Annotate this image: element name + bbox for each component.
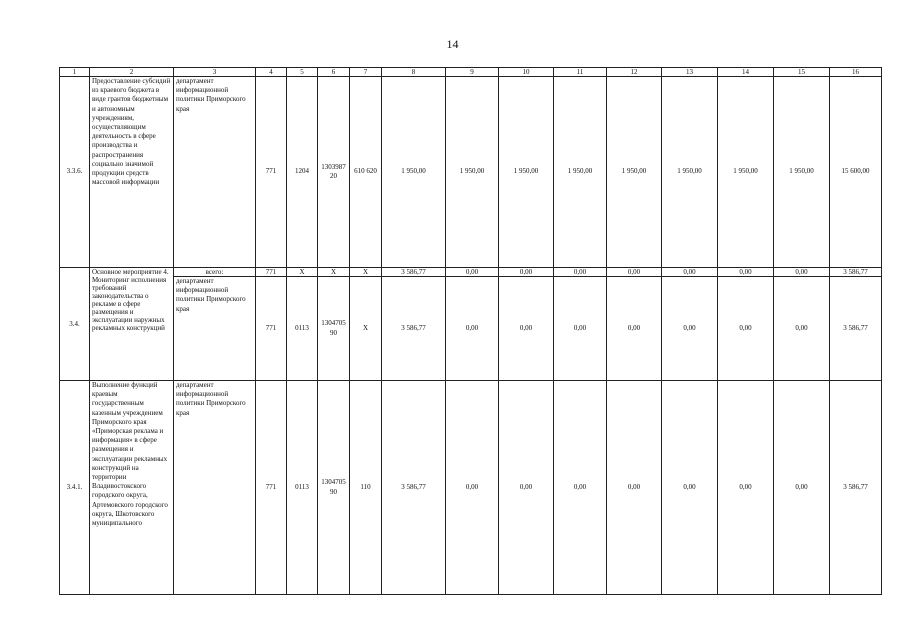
- header-cell: 8: [382, 68, 446, 77]
- amount-cell: 0,00: [774, 381, 830, 595]
- amount-cell: 1 950,00: [446, 77, 499, 268]
- header-cell: 7: [350, 68, 382, 77]
- row-id: 3.4.: [60, 268, 90, 381]
- header-cell: 12: [607, 68, 662, 77]
- executor: департамент информационной политики Приморского края: [174, 277, 256, 381]
- amount-cell: 1 950,00: [607, 77, 662, 268]
- header-cell: 13: [662, 68, 718, 77]
- header-cell: 4: [256, 68, 287, 77]
- code-expense-type: 110: [350, 381, 382, 595]
- amount-cell: 0,00: [718, 381, 774, 595]
- page-number: 14: [446, 37, 459, 51]
- activity-name: Выполнение функций краевым государственным казенным учреждением Приморского края «Приморская реклама и информация» в сфере размещения и эксплуатации рекламных конструкций на территории Владивостокского городского округа, Артемовского городского округа, Шкотовского муниципального: [90, 381, 174, 595]
- header-cell: 6: [318, 68, 350, 77]
- amount-cell: 0,00: [499, 268, 554, 277]
- amount-cell: 0,00: [607, 268, 662, 277]
- amount-total-cell: 3 586,77: [830, 268, 882, 277]
- amount-cell: 1 950,00: [662, 77, 718, 268]
- amount-cell: 0,00: [662, 277, 718, 381]
- header-cell: 15: [774, 68, 830, 77]
- table-row: [60, 277, 882, 381]
- total-label: всего:: [174, 268, 256, 277]
- amount-cell: 0,00: [607, 381, 662, 595]
- amount-cell: 1 950,00: [718, 77, 774, 268]
- code-section: X: [287, 268, 318, 277]
- code-expense-type: X: [350, 268, 382, 277]
- amount-total-cell: 3 586,77: [830, 381, 882, 595]
- code-section: 0113: [287, 381, 318, 595]
- amount-cell: 0,00: [446, 277, 499, 381]
- table-row-total: [60, 268, 882, 277]
- amount-total-cell: 3 586,77: [830, 277, 882, 381]
- code-grbs: 771: [256, 77, 287, 268]
- code-target: 1304705 90: [318, 277, 350, 381]
- row-id: 3.4.1.: [60, 381, 90, 595]
- code-expense-type: 610 620: [350, 77, 382, 268]
- header-cell: 5: [287, 68, 318, 77]
- amount-cell: 0,00: [499, 277, 554, 381]
- header-cell: 14: [718, 68, 774, 77]
- amount-cell: 0,00: [662, 381, 718, 595]
- amount-cell: 1 950,00: [554, 77, 607, 268]
- amount-cell: 3 586,77: [382, 381, 446, 595]
- amount-cell: 1 950,00: [774, 77, 830, 268]
- code-section: 1204: [287, 77, 318, 268]
- amount-cell: 0,00: [774, 277, 830, 381]
- row-id: 3.3.6.: [60, 77, 90, 268]
- table-row: [60, 77, 882, 268]
- amount-cell: 3 586,77: [382, 277, 446, 381]
- header-cell: 10: [499, 68, 554, 77]
- amount-cell: 0,00: [662, 268, 718, 277]
- amount-cell: 0,00: [499, 381, 554, 595]
- header-cell: 9: [446, 68, 499, 77]
- amount-cell: 1 950,00: [382, 77, 446, 268]
- code-target: 1304705 90: [318, 381, 350, 595]
- code-expense-type: X: [350, 277, 382, 381]
- amount-cell: 0,00: [607, 277, 662, 381]
- code-section: 0113: [287, 277, 318, 381]
- budget-table: [59, 67, 882, 595]
- header-cell: 11: [554, 68, 607, 77]
- header-cell: 3: [174, 68, 256, 77]
- code-target: 1303987 20: [318, 77, 350, 268]
- amount-cell: 0,00: [554, 277, 607, 381]
- table-row: [60, 381, 882, 595]
- header-cell: 1: [60, 68, 90, 77]
- code-target: X: [318, 268, 350, 277]
- activity-name: Предоставление субсидий из краевого бюджета в виде грантов бюджетным и автономным учреждениям, осуществляющим деятельность в сфере производства и распространения социально значимой продукции средств массовой информации: [90, 77, 174, 268]
- header-cell: 16: [830, 68, 882, 77]
- amount-cell: 0,00: [718, 277, 774, 381]
- code-grbs: 771: [256, 268, 287, 277]
- amount-cell: 0,00: [554, 381, 607, 595]
- amount-cell: 1 950,00: [499, 77, 554, 268]
- executor: департамент информационной политики Приморского края: [174, 381, 256, 595]
- amount-cell: 0,00: [554, 268, 607, 277]
- amount-cell: 0,00: [718, 268, 774, 277]
- amount-total-cell: 15 600,00: [830, 77, 882, 268]
- code-grbs: 771: [256, 381, 287, 595]
- header-cell: 2: [90, 68, 174, 77]
- executor: департамент информационной политики Приморского края: [174, 77, 256, 268]
- column-number-row: [60, 68, 882, 77]
- code-grbs: 771: [256, 277, 287, 381]
- activity-name: Основное мероприятие 4. Мониторинг исполнения требований законодательства о рекламе в сфере размещения и эксплуатации наружных рекламных конструкций: [90, 268, 174, 381]
- amount-cell: 0,00: [446, 268, 499, 277]
- amount-cell: 0,00: [774, 268, 830, 277]
- amount-cell: 3 586,77: [382, 268, 446, 277]
- amount-cell: 0,00: [446, 381, 499, 595]
